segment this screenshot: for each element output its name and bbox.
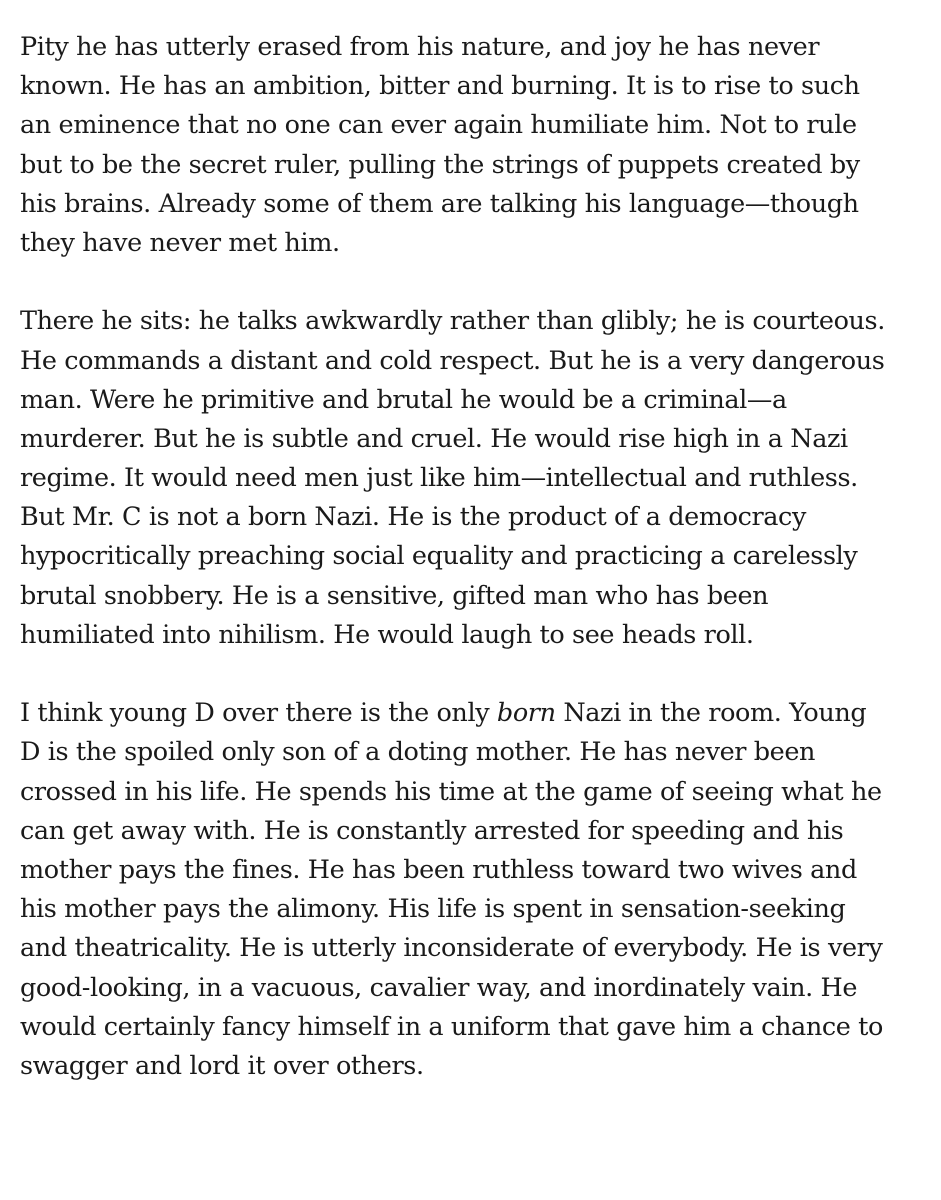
- text-line: humiliated into nihilism. He would laugh to see heads roll.: [20, 619, 754, 650]
- text-line: Pity he has utterly erased from his nature, and joy he has never: [20, 32, 820, 62]
- text-line: but to be the secret ruler, pulling the strings of puppets created by: [20, 149, 860, 180]
- text-run: Nazi in the room. Young: [555, 698, 867, 729]
- text-line: D is the spoiled only son of a doting mother. He has never been: [20, 737, 816, 768]
- text-line: regime. It would need men just like him—intellectual and ruthless.: [20, 463, 858, 494]
- text-line: But Mr. C is not a born Nazi. He is the product of a democracy: [20, 502, 806, 533]
- emphasized-word: born: [496, 698, 556, 729]
- text-line: There he sits: he talks awkwardly rather than glibly; he is courteous.: [20, 306, 885, 337]
- text-line: [20, 694, 920, 733]
- text-line: his brains. Already some of them are talking his language—though: [20, 188, 859, 219]
- document-page: [20, 28, 920, 1086]
- text-line: hypocritically preaching social equality and practicing a carelessly: [20, 541, 858, 572]
- text-run: I think young D over there is the only: [20, 698, 497, 729]
- text-line: would certainly fancy himself in a uniform that gave him a chance to: [20, 1011, 883, 1042]
- text-line: swagger and lord it over others.: [20, 1050, 424, 1081]
- text-line: and theatricality. He is utterly inconsiderate of everybody. He is very: [20, 933, 883, 964]
- text-line: can get away with. He is constantly arrested for speeding and his: [20, 815, 844, 846]
- paragraph-mr-c-description: [20, 302, 920, 655]
- text-line: man. Were he primitive and brutal he would be a criminal—a: [20, 384, 787, 415]
- paragraph-young-d: [20, 694, 920, 1086]
- text-line: they have never met him.: [20, 227, 340, 258]
- text-line: He commands a distant and cold respect. But he is a very dangerous: [20, 345, 885, 376]
- paragraph-mr-c-ambition: [20, 28, 920, 263]
- text-line: brutal snobbery. He is a sensitive, gifted man who has been: [20, 580, 769, 611]
- text-line: crossed in his life. He spends his time at the game of seeing what he: [20, 776, 882, 807]
- text-line: an eminence that no one can ever again humiliate him. Not to rule: [20, 110, 857, 141]
- text-line: his mother pays the alimony. His life is spent in sensation-seeking: [20, 894, 846, 925]
- text-line: known. He has an ambition, bitter and burning. It is to rise to such: [20, 71, 860, 102]
- text-line: murderer. But he is subtle and cruel. He would rise high in a Nazi: [20, 423, 848, 454]
- text-line: good-looking, in a vacuous, cavalier way, and inordinately vain. He: [20, 972, 858, 1003]
- text-line: mother pays the fines. He has been ruthless toward two wives and: [20, 854, 857, 885]
